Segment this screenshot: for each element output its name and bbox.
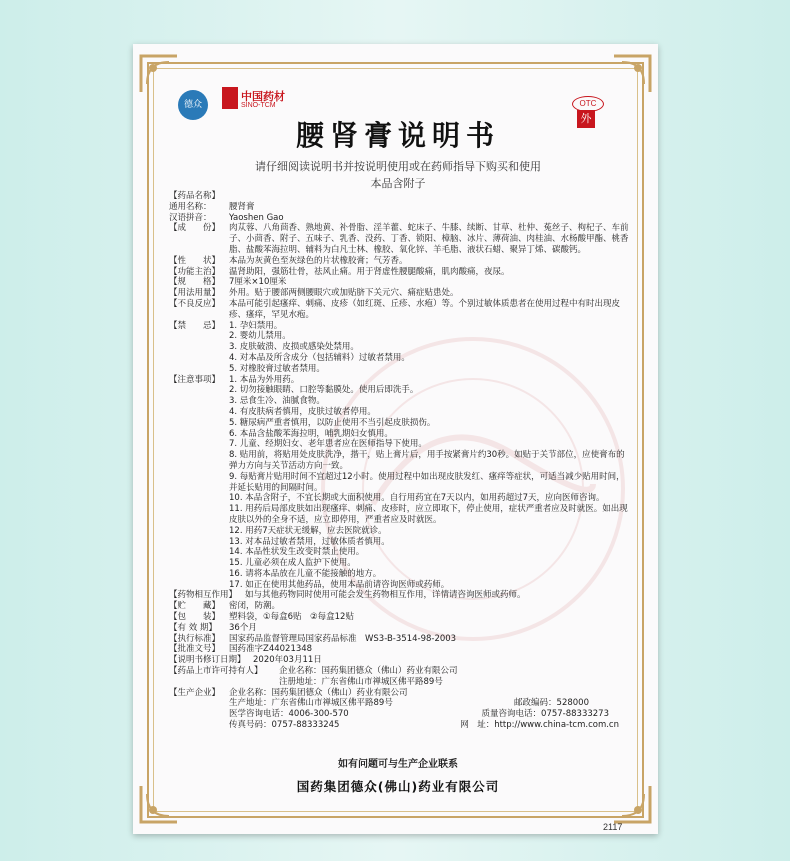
holder-name: 国药集团德众（佛山）药业有限公司 xyxy=(321,666,458,677)
holder-addr-label: 注册地址： xyxy=(279,676,322,687)
leaflet-body xyxy=(169,191,629,731)
mfr-name: 国药集团德众（佛山）药业有限公司 xyxy=(271,687,408,698)
section-label: 【生产企业】 xyxy=(169,687,221,698)
list-item: 3. 忌食生冷、油腻食物。 xyxy=(229,396,325,407)
section-label: 【不良反应】 xyxy=(169,298,221,309)
brand-logo-icon: 德众 xyxy=(178,90,208,120)
subtitle-note: 本品含附子 xyxy=(370,177,426,190)
list-item: 1. 孕妇禁用。 xyxy=(229,320,283,331)
section-value: 国药准字Z44021348 xyxy=(229,644,313,655)
section-label: 【成 份】 xyxy=(169,223,221,234)
list-item: 11. 用药后局部皮肤如出现瘙痒、刺痛、皮疹时，应立即取下，停止使用，症状严重者应及时就医。如出现皮肤以外的全身不适，应立即停用，严重者应及时就医。 xyxy=(229,504,628,525)
subtitle-instruction: 请仔细阅读说明书并按说明使用或在药师指导下购买和使用 xyxy=(255,160,541,173)
list-item: 8. 贴用前，将贴用处皮肤洗净，揩干，贴上膏片后，用手按紧膏片约30秒。如贴于关节部位，应使膏布的弹力方向与关节活动方向一致。 xyxy=(229,450,625,471)
otc-badge: OTC xyxy=(572,96,604,112)
section-label: 【执行标准】 xyxy=(169,633,221,644)
mfr-addr: 生产地址：广东省佛山市禅城区佛平路89号 xyxy=(229,698,393,709)
list-item: 12. 用药7天症状无缓解，应去医院就诊。 xyxy=(229,525,387,536)
list-item: 4. 对本品及所含成分（包括辅料）过敏者禁用。 xyxy=(229,352,410,363)
section-value: 本品可能引起瘙痒、刺痛、皮疹（如红斑、丘疹、水疱）等。个别过敏体质患者在使用过程中有时出现皮疹、瘙痒，罕见水疱。 xyxy=(229,298,621,320)
section-value: 肉苁蓉、八角茴香、熟地黄、补骨脂、淫羊藿、蛇床子、牛膝、续断、甘草、杜仲、菟丝子、枸杞子、车前子、小茴香、附子、五味子、乳香、没药、丁香、锁阳、樟脑、冰片、薄荷油、肉桂油、水杨酸甲酯、桃香脂、盐酸苯海拉明、辅料为白凡士林、橡胶、氧化锌、羊毛脂、液状石蜡、聚异丁烯、碳酸钙。 xyxy=(229,223,629,255)
external-use-tag: 外 xyxy=(577,110,595,128)
corner-ornament-icon xyxy=(139,54,179,94)
section-value: 腰肾膏 xyxy=(229,201,255,212)
list-item: 7. 儿童、经期妇女、老年患者应在医师指导下使用。 xyxy=(229,439,427,450)
section-value: 2020年03月11日 xyxy=(253,655,322,666)
list-item: 13. 对本品过敏者禁用，过敏体质者慎用。 xyxy=(229,536,390,547)
section-label: 【性 状】 xyxy=(169,255,221,266)
section-label: 【贮 藏】 xyxy=(169,601,221,612)
mfr-zip: 邮政编码：528000 xyxy=(514,698,589,709)
list-item: 14. 本品性状发生改变时禁止使用。 xyxy=(229,547,365,558)
list-item: 2. 切勿接触眼睛、口腔等黏膜处。使用后即洗手。 xyxy=(229,385,419,396)
corner-ornament-icon xyxy=(612,784,652,824)
mfr-quality: 质量咨询电话：0757-88333273 xyxy=(481,709,609,720)
section-value: 如与其他药物同时使用可能会发生药物相互作用，详情请咨询医师或药师。 xyxy=(245,590,526,601)
section-label: 【批准文号】 xyxy=(169,644,221,655)
contact-note: 如有问题可与生产企业联系 xyxy=(338,759,458,770)
list-item: 9. 每贴膏片贴用时间不宜超过12小时。使用过程中如出现皮肤发红、瘙痒等症状，可适当减少贴用时间，并延长贴用的间隔时间。 xyxy=(229,471,625,493)
section-label: 通用名称： xyxy=(169,201,212,212)
section-value: 塑料袋，①每盒6贴 ②每盒12贴 xyxy=(229,612,354,623)
list-item: 5. 糖尿病严重者慎用，以防止使用不当引起皮肤损伤。 xyxy=(229,417,436,428)
logo-en-text: SINO-TCM xyxy=(241,102,276,109)
section-value: 国家药品监督管理局国家药品标准 WS3-B-3514-98-2003 xyxy=(229,633,457,644)
section-label: 【功能主治】 xyxy=(169,266,221,277)
section-value: Yaoshen Gao xyxy=(229,212,284,223)
list-item: 1. 本品为外用药。 xyxy=(229,374,300,385)
corner-ornament-icon xyxy=(139,784,179,824)
print-code: 2117 xyxy=(603,822,623,832)
section-label: 【禁 忌】 xyxy=(169,320,221,331)
mfr-name-label: 企业名称： xyxy=(229,687,272,698)
sino-tcm-logo-icon xyxy=(222,87,238,109)
section-label: 汉语拼音： xyxy=(169,212,212,223)
list-item: 5. 对橡胶膏过敏者禁用。 xyxy=(229,363,325,374)
section-label: 【有 效 期】 xyxy=(169,622,217,633)
list-item: 15. 儿童必须在成人监护下使用。 xyxy=(229,558,356,569)
list-item: 4. 有皮肤病者慎用，皮肤过敏者停用。 xyxy=(229,406,376,417)
holder-addr: 广东省佛山市禅城区佛平路89号 xyxy=(321,676,443,687)
section-value: 36个月 xyxy=(229,622,257,633)
section-label: 【规 格】 xyxy=(169,277,221,288)
list-item: 6. 本品含盐酸苯海拉明，哺乳期妇女慎用。 xyxy=(229,428,393,439)
holder-name-label: 企业名称： xyxy=(279,666,322,677)
list-item: 2. 婴幼儿禁用。 xyxy=(229,331,291,342)
list-item: 16. 请将本品放在儿童不能接触的地方。 xyxy=(229,568,382,579)
section-label: 【注意事项】 xyxy=(169,374,221,385)
section-value: 7厘米×10厘米 xyxy=(229,277,287,288)
section-label: 【包 装】 xyxy=(169,612,221,623)
mfr-phone: 医学咨询电话：4006-300-570 xyxy=(229,709,349,720)
company-name: 国药集团德众(佛山)药业有限公司 xyxy=(296,779,500,794)
list-item: 17. 如正在使用其他药品，使用本品前请咨询医师或药师。 xyxy=(229,579,450,590)
leaflet-paper xyxy=(133,44,658,834)
section-label: 【用法用量】 xyxy=(169,288,221,299)
mfr-web: 网 址：http://www.china-tcm.com.cn xyxy=(460,720,619,731)
list-item: 10. 本品含附子，不宜长期或大面积使用。自行用药宜在7天以内，如用药超过7天，应向医师咨询。 xyxy=(229,493,605,504)
section-value: 温肾助阳，强筋壮骨，祛风止痛。用于肾虚性腰腿酸痛，肌肉酸痛，夜尿。 xyxy=(229,266,510,277)
section-label: 【说明书修订日期】 xyxy=(169,655,246,666)
section-value: 密闭，防潮。 xyxy=(229,601,281,612)
corner-ornament-icon xyxy=(612,54,652,94)
logo-cn-text: 中国药材 xyxy=(241,90,285,103)
section-label: 【药品上市许可持有人】 xyxy=(169,666,263,677)
page-title: 腰肾膏说明书 xyxy=(295,119,500,152)
section-label: 【药品名称】 xyxy=(169,191,221,201)
section-value: 外用。贴于腰部两侧腰眼穴或加贴脐下关元穴、痛症贴患处。 xyxy=(229,288,459,299)
section-value: 本品为灰黄色至灰绿色的片状橡胶膏；气芳香。 xyxy=(229,255,408,266)
section-label: 【药物相互作用】 xyxy=(169,590,238,601)
list-item: 3. 皮肤破溃、皮损或感染处禁用。 xyxy=(229,342,359,353)
mfr-fax: 传真号码：0757-88333245 xyxy=(229,720,340,731)
